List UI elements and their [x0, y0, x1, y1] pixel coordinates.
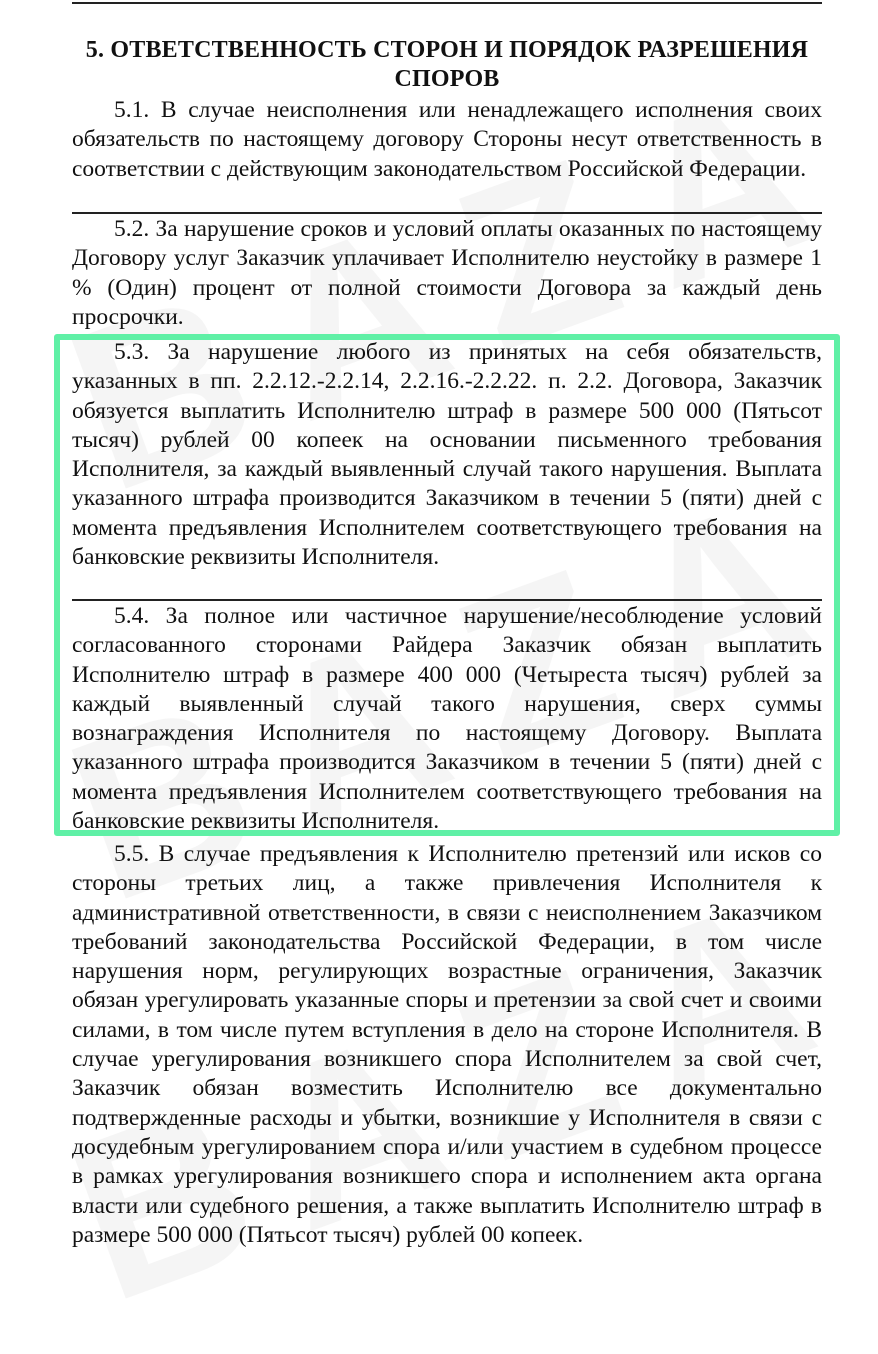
top-divider: [72, 2, 822, 4]
clause-divider: [72, 212, 822, 214]
clause-5-4: 5.4. За полное или частичное нарушение/несоблюдение условий согласованного сторонами Райдера Заказчик обязан выплатить Исполнителю штраф в размере 400 000 (Четыреста тысяч) рублей за каждый выявленный случай такого нарушения, сверх суммы вознаграждения Исполнителя по настоящему Договору. Выплата указанного штрафа производится Заказчиком в течении 5 (пяти) дней с момента предъявления Исполнителем соответствующего требования на банковские реквизиты Исполнителя.: [72, 603, 822, 835]
section-heading: 5. ОТВЕТСТВЕННОСТЬ СТОРОН И ПОРЯДОК РАЗРЕШЕНИЯ СПОРОВ: [85, 37, 809, 92]
highlight-box: [54, 334, 840, 836]
clause-5-1: 5.1. В случае неисполнения или ненадлежащего исполнения своих обязательств по настоящему договору Стороны несут ответственность в соответствии с действующим законодательством Российской Федерации.: [72, 97, 822, 182]
clause-5-2: 5.2. За нарушение сроков и условий оплаты оказанных по настоящему Договору услуг Заказчик уплачивает Исполнителю неустойку в размере 1 % (Один) процент от полной стоимости Договора за каждый день просрочки.: [72, 216, 822, 330]
clause-5-3: 5.3. За нарушение любого из принятых на себя обязательств, указанных в пп. 2.2.12.-2.2.14, 2.2.16.-2.2.22. п. 2.2. Договора, Заказчик обязуется выплатить Исполнителю штраф в размере 500 000 (Пятьсот тысяч) рублей 00 копеек на основании письменного требования Исполнителя, за каждый выявленный случай такого нарушения. Выплата указанного штрафа производится Заказчиком в течении 5 (пяти) дней с момента предъявления Исполнителем соответствующего требования на банковские реквизиты Исполнителя.: [72, 339, 822, 571]
clause-5-5: 5.5. В случае предъявления к Исполнителю претензий или исков со стороны третьих лиц, а также привлечения Исполнителя к административной ответственности, в связи с неисполнением Заказчиком требований законодательства Российской Федерации, в том числе нарушения норм, регулирующих возрастные ограничения, Заказчик обязан урегулировать указанные споры и претензии за свой счет и своими силами, в том числе путем вступления в дело на стороне Исполнителя. В случае урегулирования возникшего спора Исполнителем за свой счет, Заказчик обязан возместить Исполнителю все документально подтвержденные расходы и убытки, возникшие у Исполнителя в связи с досудебным урегулированием спора и/или участием в судебном процессе в рамках урегулирования возникшего спора и исполнением акта органа власти или судебного решения, а также выплатить Исполнителю штраф в размере 500 000 (Пятьсот тысяч) рублей 00 копеек.: [72, 841, 822, 1248]
